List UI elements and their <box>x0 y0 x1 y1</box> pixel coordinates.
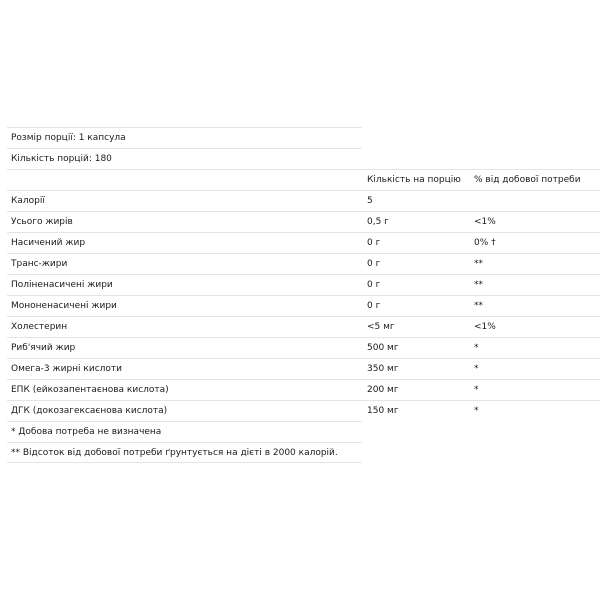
nutrient-daily-value: * <box>474 364 479 374</box>
nutrient-daily-value: * <box>474 385 479 395</box>
table-row <box>7 253 600 274</box>
nutrient-daily-value: ** <box>474 301 483 311</box>
table-row <box>7 232 600 253</box>
nutrient-name: ЕПК (ейкозапентаєнова кислота) <box>11 385 169 395</box>
nutrient-daily-value: 0% † <box>474 238 496 248</box>
nutrient-amount: 0,5 г <box>367 217 389 227</box>
table-row <box>7 295 600 316</box>
footnote-daily-value-undefined: * Добова потреба не визначена <box>11 427 162 437</box>
nutrient-rows <box>7 190 496 421</box>
footnote-row-2 <box>7 442 362 463</box>
nutrient-daily-value: <1% <box>474 217 496 227</box>
nutrient-amount: 350 мг <box>367 364 399 374</box>
footnote-daily-value-basis: ** Відсоток від добової потреби ґрунтується на дієті в 2000 калорій. <box>11 448 338 458</box>
nutrient-daily-value: ** <box>474 259 483 269</box>
table-header-row <box>7 169 600 190</box>
table-row <box>7 358 600 379</box>
table-row <box>7 274 600 295</box>
nutrient-daily-value: <1% <box>474 322 496 332</box>
nutrient-daily-value: * <box>474 406 479 416</box>
nutrient-name: Усього жирів <box>11 217 73 227</box>
table-row <box>7 190 600 211</box>
table-row <box>7 316 600 337</box>
nutrient-amount: 0 г <box>367 238 381 248</box>
nutrient-amount: 200 мг <box>367 385 399 395</box>
nutrient-name: Мононенасичені жири <box>11 301 117 311</box>
nutrient-name: Холестерин <box>11 322 68 332</box>
header-amount: Кількість на порцію <box>367 175 461 185</box>
nutrient-amount: 0 г <box>367 280 381 290</box>
nutrient-name: Калорії <box>11 196 45 206</box>
table-row <box>7 400 600 421</box>
nutrient-amount: 0 г <box>367 259 381 269</box>
nutrient-name: Насичений жир <box>11 238 86 248</box>
table-row <box>7 337 600 358</box>
footnote-row-1 <box>7 421 362 442</box>
nutrient-name: Омега-3 жирні кислоти <box>11 364 122 374</box>
nutrient-name: ДГК (докозагексаєнова кислота) <box>11 406 168 416</box>
nutrient-name: Риб'ячий жир <box>11 343 76 353</box>
header-daily-value: % від добової потреби <box>474 175 581 185</box>
serving-size-label: Розмір порції: 1 капсула <box>11 133 126 143</box>
nutrient-daily-value: ** <box>474 280 483 290</box>
serving-size-row <box>7 127 362 148</box>
nutrient-daily-value: * <box>474 343 479 353</box>
nutrient-amount: 5 <box>367 196 373 206</box>
nutrient-amount: <5 мг <box>367 322 395 332</box>
nutrient-amount: 0 г <box>367 301 381 311</box>
servings-count-label: Кількість порцій: 180 <box>11 154 112 164</box>
table-row <box>7 211 600 232</box>
table-row <box>7 379 600 400</box>
nutrient-name: Поліненасичені жири <box>11 280 113 290</box>
nutrient-name: Транс-жири <box>11 259 68 269</box>
servings-count-row <box>7 148 362 169</box>
nutrient-amount: 500 мг <box>367 343 399 353</box>
nutrition-facts-panel <box>7 127 581 463</box>
nutrient-amount: 150 мг <box>367 406 399 416</box>
